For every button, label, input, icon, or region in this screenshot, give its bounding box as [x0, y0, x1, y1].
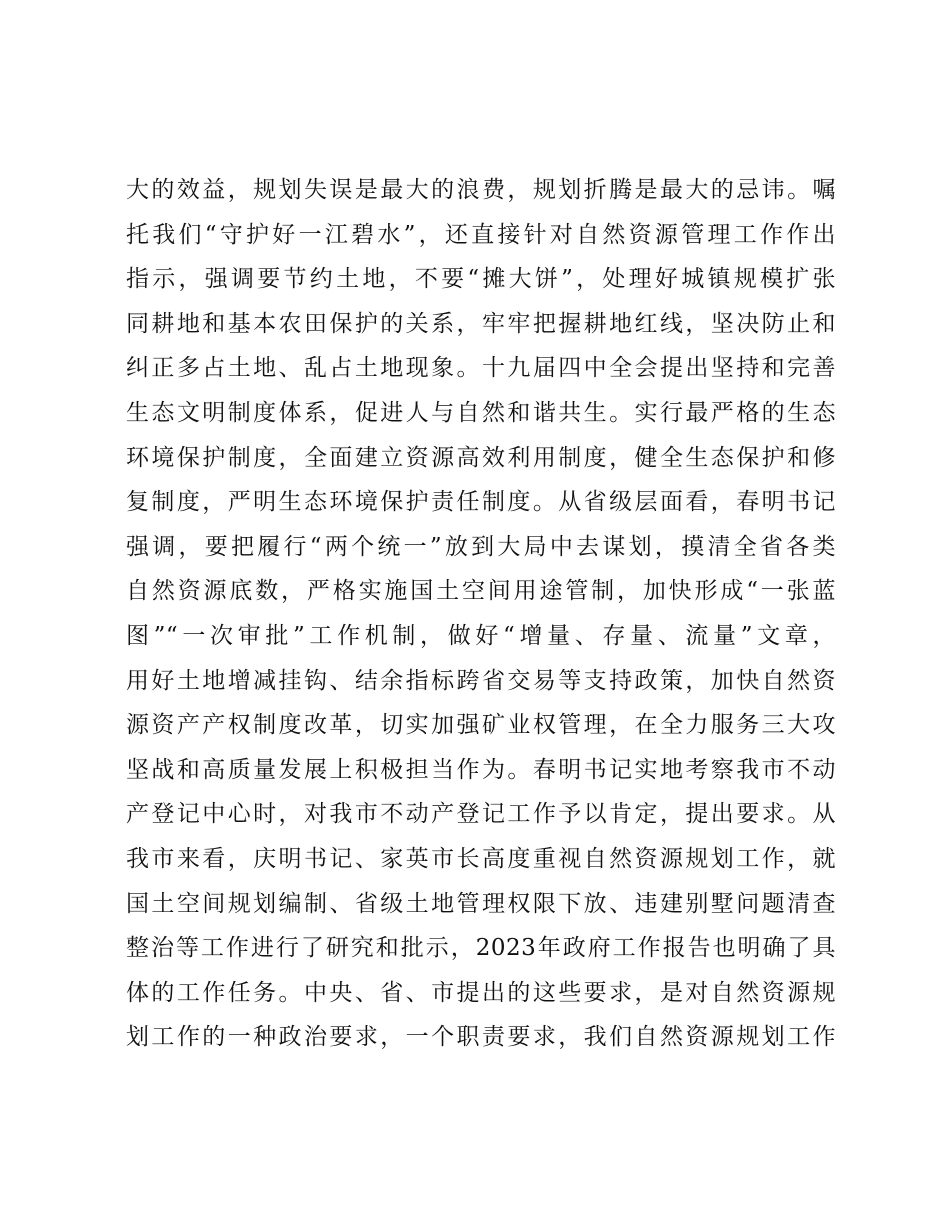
- text-line-9: 强调，要把履行“两个统一”放到大局中去谋划，摸清全省各类: [126, 533, 836, 560]
- text-line-14: 坚战和高质量发展上积极担当作为。春明书记实地考察我市不动: [126, 756, 836, 783]
- text-line-4: 同耕地和基本农田保护的关系，牢牢把握耕地红线，坚决防止和: [126, 310, 836, 337]
- text-line-16: 我市来看，庆明书记、家英市长高度重视自然资源规划工作，就: [126, 845, 836, 872]
- text-line-1: 大的效益，规划失误是最大的浪费，规划折腾是最大的忌讳。嘱: [126, 177, 836, 203]
- text-line-11: 图”“一次审批”工作机制，做好“增量、存量、流量”文章，: [126, 622, 836, 649]
- text-line-6: 生态文明制度体系，促进人与自然和谐共生。实行最严格的生态: [126, 399, 836, 426]
- text-line-19: 体的工作任务。中央、省、市提出的这些要求，是对自然资源规: [126, 979, 836, 1006]
- text-line-15: 产登记中心时，对我市不动产登记工作予以肯定，提出要求。从: [126, 801, 836, 828]
- text-line-8: 复制度，严明生态环境保护责任制度。从省级层面看，春明书记: [126, 489, 836, 516]
- text-line-13: 源资产产权制度改革，切实加强矿业权管理，在全力服务三大攻: [126, 712, 836, 739]
- text-line-20: 划工作的一种政治要求，一个职责要求，我们自然资源规划工作: [126, 1024, 836, 1051]
- text-line-18: 整治等工作进行了研究和批示，2023年政府工作报告也明确了具: [126, 935, 836, 962]
- text-line-3: 指示，强调要节约土地，不要“摊大饼”，处理好城镇规模扩张: [126, 266, 836, 293]
- text-line-2: 托我们“守护好一江碧水”，还直接针对自然资源管理工作作出: [126, 221, 836, 248]
- text-line-10: 自然资源底数，严格实施国土空间用途管制，加快形成“一张蓝: [126, 578, 836, 605]
- body-paragraph: [126, 168, 836, 1060]
- text-line-5: 纠正多占土地、乱占土地现象。十九届四中全会提出坚持和完善: [126, 355, 836, 382]
- text-line-17: 国土空间规划编制、省级土地管理权限下放、违建别墅问题清查: [126, 890, 836, 917]
- text-line-7: 环境保护制度，全面建立资源高效利用制度，健全生态保护和修: [126, 444, 836, 471]
- text-line-12: 用好土地增减挂钩、结余指标跨省交易等支持政策，加快自然资: [126, 667, 836, 694]
